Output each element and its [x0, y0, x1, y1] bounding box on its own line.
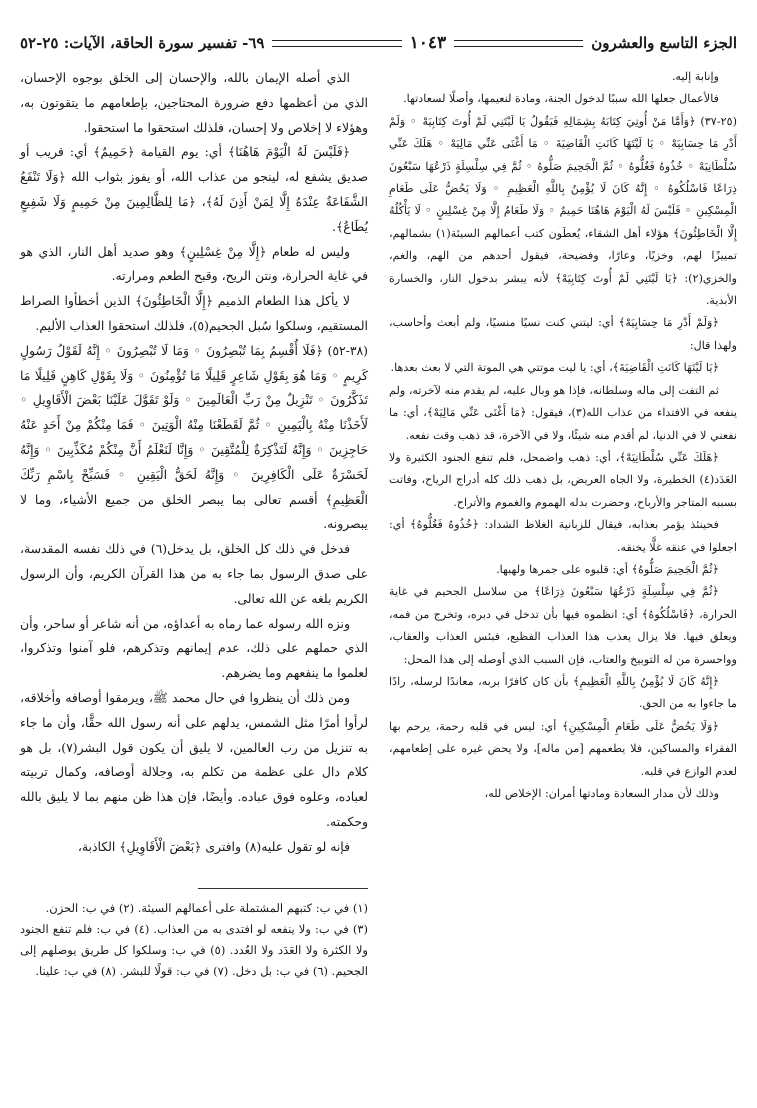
footnote-line: (١) في ب: كتبهم المشتملة على أعمالهم السيئة. (٢) في ب: الحزن.	[45, 901, 368, 915]
running-header	[20, 28, 737, 58]
verse-block: (٣٨-٥٢) ﴿فَلَا أُقْسِمُ بِمَا تُبْصِرُونَ ◦ وَمَا لَا تُبْصِرُونَ ◦ إِنَّهُ لَقَوْلُ رَسُولٍ كَرِيمٍ ◦ وَمَا هُوَ بِقَوْلِ شَاعِرٍ قَلِيلًا مَا تُؤْمِنُونَ ◦ وَلَا بِقَوْلِ كَاهِنٍ قَلِيلًا مَا تَذَكَّرُونَ ◦ تَنْزِيلٌ مِنْ رَبِّ الْعَالَمِينَ ◦ وَلَوْ تَقَوَّلَ عَلَيْنَا بَعْضَ الْأَقَاوِيلِ ◦ لَأَخَذْنَا مِنْهُ بِالْيَمِينِ ◦ ثُمَّ لَقَطَعْنَا مِنْهُ الْوَتِينَ ◦ فَمَا مِنْكُمْ مِنْ أَحَدٍ عَنْهُ حَاجِزِينَ ◦ وَإِنَّهُ لَتَذْكِرَةٌ لِلْمُتَّقِينَ ◦ وَإِنَّا لَنَعْلَمُ أَنَّ مِنْكُمْ مُكَذِّبِينَ ◦ وَإِنَّهُ لَحَسْرَةٌ عَلَى الْكَافِرِينَ ◦ وَإِنَّهُ لَحَقُّ الْيَقِينِ ◦ فَسَبِّحْ بِاسْمِ رَبِّكَ الْعَظِيمِ﴾ أقسم تعالى بما يبصر الخلق من جميع الأشياء، وما لا يبصرونه.	[20, 342, 368, 532]
left-text-column	[20, 66, 368, 860]
paragraph: ﴿وَلَمْ أَدْرِ مَا حِسَابِيَهْ﴾ أي: ليتني كنت نسيًا منسيًا، ولم أبعث وأحاسب، ولهذا قال:	[389, 316, 737, 352]
paragraph: ﴿هَلَكَ عَنِّي سُلْطَانِيَهْ﴾، أي: ذهب واضمحل، فلم تنفع الجنود الكثيرة ولا العَدَد(٤) الخطيرة، ولا الجاه العريض، بل ذهب ذلك كله أدراج الرياح، وفاتت بسببه المتاجر والأرباح، وحضرت بدله الهموم والغموم والأتراح.	[389, 450, 737, 509]
footnote-divider	[198, 888, 368, 889]
paragraph: ثم التفت إلى ماله وسلطانه، فإذا هو وبال عليه، لم يقدم منه لآخرته، ولم ينفعه في الافتداء من عذاب الله(٣)، فيقول: ﴿مَا أَغْنَى عَنِّي مَالِيَهْ﴾، أي: ما نفعني لا في الدنيا، لم أقدم منه شيئًا، ولا في الآخرة، قد ذهب وقت نفعه.	[389, 383, 737, 442]
header-surah-title: ٦٩- تفسير سورة الحاقة، الآيات: ٢٥-٥٢	[19, 34, 265, 52]
right-text-column	[389, 66, 737, 805]
paragraph: ﴿ثُمَّ فِي سِلْسِلَةٍ ذَرْعُهَا سَبْعُونَ ذِرَاعًا﴾ من سلاسل الجحيم في غاية الحرارة، ﴿فَاسْلُكُوهُ﴾ أي: انظموه فيها بأن تدخل في دبره، وتخرج من فمه، ويعلق فيها. فلا يزال يعذب هذا العذاب الفظيع، فبئس العذاب والعقاب، وواحسرة من له التوبيخ والعتاب، فإن السبب الذي أوصله إلى هذا المحل:	[389, 585, 737, 666]
header-rule-left	[272, 40, 401, 47]
paragraph: ﴿إِنَّهُ كَانَ لَا يُؤْمِنُ بِاللَّهِ الْعَظِيمِ﴾ بأن كان كافرًا بربه، معاندًا لرسله، رادًا ما جاءوا به من الحق.	[389, 674, 737, 711]
paragraph: فإنه لو تقول عليه(٨) وافترى ﴿بَعْضَ الْأَقَاوِيلِ﴾ الكاذبة،	[77, 838, 350, 854]
paragraph: وذلك لأن مدار السعادة ومادتها أمران: الإخلاص لله،	[484, 787, 719, 800]
footnote-line: (٣) في ب: ولا ينفعه لو افتدى به من العذاب. (٤) في ب: فلم تنفع الجنود ولا الكثرة ولا العَدَد ولا العُدد. (٥) في ب: وسلكوا كل طريق يوصلهم إلى الجحيم. (٦) في ب: بل دخل. (٧) في ب: قولًا للبشر. (٨) في ب: علينا.	[20, 922, 368, 978]
paragraph: ﴿وَلَا يَحُضُّ عَلَى طَعَامِ الْمِسْكِينِ﴾ أي: ليس في قلبه رحمة، يرحم بها الفقراء والمساكين، فلا يطعمهم [من ماله]، ولا يحض غيره على إطعامهم، لعدم الوازع في قلبه.	[389, 719, 737, 778]
paragraph: فدخل في ذلك كل الخلق، بل يدخل(٦) في ذلك نفسه المقدسة، على صدق الرسول بما جاء به من هذا القرآن الكريم، وأن الرسول الكريم بلغه عن الله تعالى.	[20, 541, 368, 606]
paragraph: الذي أصله الإيمان بالله، والإحسان إلى الخلق بوجوه الإحسان، الذي من أعظمها دفع ضرورة المحتاجين، بإطعامهم ما يتقوتون به، وهؤلاء لا إخلاص ولا إحسان، فلذلك استحقوا ما استحقوا.	[20, 70, 368, 135]
paragraph: وليس له طعام ﴿إِلَّا مِنْ غِسْلِينٍ﴾ وهو صديد أهل النار، الذي هو في غاية الحرارة، ونتن الريح، وقبح الطعم ومرارته.	[20, 243, 368, 284]
paragraph: لا يأكل هذا الطعام الذميم ﴿إِلَّا الْخَاطِئُونَ﴾ الذين أخطأوا الصراط المستقيم، وسلكوا سُبل الجحيم(٥)، فلذلك استحقوا العذاب الأليم.	[20, 293, 368, 333]
footnotes	[20, 898, 368, 982]
paragraph: فالأعمال جعلها الله سببًا لدخول الجنة، ومادة لنعيمها، وأصلًا لسعادتها.	[403, 92, 719, 106]
paragraph: ومن ذلك أن ينظروا في حال محمد ﷺ، ويرمقوا أوصافه وأخلاقه، لرأوا أمرًا مثل الشمس، يدلهم على أنه رسول الله حقًّا، وأن ما جاء به تنزيل من رب العالمين، لا يليق أن يكون قول البشر(٧)، بل هو كلام دال على عظمة من تكلم به، وجلالة أوصافه، وكمال تربيته لعباده، وعلوه فوق عباده. وأيضًا، فإن هذا ظن منهم بما لا يليق بالله وحكمته.	[20, 689, 368, 829]
paragraph: وإنابة إليه.	[671, 70, 719, 83]
paragraph: ﴿يَا لَيْتَهَا كَانَتِ الْقَاضِيَةَ﴾، أي: يا ليت موتتي هي الموتة التي لا بعث بعدها.	[390, 361, 719, 375]
paragraph: ﴿فَلَيْسَ لَهُ الْيَوْمَ هَاهُنَا﴾ أي: يوم القيامة ﴿حَمِيمٌ﴾ أي: قريب أو صديق يشفع له، لينجو من عذاب الله، أو يفوز بثواب الله ﴿وَلَا تَنْفَعُ الشَّفَاعَةُ عِنْدَهُ إِلَّا لِمَنْ أَذِنَ لَهُ﴾، ﴿مَا لِلظَّالِمِينَ مِنْ حَمِيمٍ وَلَا شَفِيعٍ يُطَاعُ﴾.	[20, 144, 368, 234]
paragraph: ونزه الله رسوله عما رماه به أعداؤه، من أنه شاعر أو ساحر، وأن الذي حملهم على ذلك، عدم إيمانهم وتذكرهم، فلو آمنوا وتذكروا، لعلموا ما ينفعهم وما يضرهم.	[20, 615, 368, 681]
paragraph: ﴿ثُمَّ الْجَحِيمَ صَلُّوهُ﴾ أي: قلبوه على جمرها ولهبها.	[496, 562, 719, 576]
page-number: ١٠٤٣	[409, 33, 447, 53]
paragraph: فحينئذ يؤمر بعذابه، فيقال للزبانية الغلاظ الشداد: ﴿خُذُوهُ فَغُلُّوهُ﴾ أي: اجعلوا في عنقه غلًّا يخنقه.	[389, 518, 737, 554]
header-part-title: الجزء التاسع والعشرون	[591, 34, 737, 52]
header-rule-right	[454, 40, 583, 47]
verse-block: (٢٥-٣٧) ﴿وَأَمَّا مَنْ أُوتِيَ كِتَابَهُ بِشِمَالِهِ فَيَقُولُ يَا لَيْتَنِي لَمْ أُوتَ كِتَابِيَهْ ◦ وَلَمْ أَدْرِ مَا حِسَابِيَهْ ◦ يَا لَيْتَهَا كَانَتِ الْقَاضِيَةَ ◦ مَا أَغْنَى عَنِّي مَالِيَهْ ◦ هَلَكَ عَنِّي سُلْطَانِيَهْ ◦ خُذُوهُ فَغُلُّوهُ ◦ ثُمَّ الْجَحِيمَ صَلُّوهُ ◦ ثُمَّ فِي سِلْسِلَةٍ ذَرْعُهَا سَبْعُونَ ذِرَاعًا فَاسْلُكُوهُ ◦ إِنَّهُ كَانَ لَا يُؤْمِنُ بِاللَّهِ الْعَظِيمِ ◦ وَلَا يَحُضُّ عَلَى طَعَامِ الْمِسْكِينِ ◦ فَلَيْسَ لَهُ الْيَوْمَ هَاهُنَا حَمِيمٌ ◦ وَلَا طَعَامٌ إِلَّا مِنْ غِسْلِينٍ ◦ لَا يَأْكُلُهُ إِلَّا الْخَاطِئُونَ﴾ هؤلاء أهل الشقاء، يُعطَون كتب أعمالهم السيئة(١) بشمالهم، تمييزًا لهم، وخزيًا، وعارًا، وفضيحة، فيقول أحدهم من الهم، والغم، والخزي(٢): ﴿يَا لَيْتَنِي لَمْ أُوتَ كِتَابِيَهْ﴾ لأنه يبشر بدخول النار، والخسارة الأبدية.	[389, 114, 738, 308]
